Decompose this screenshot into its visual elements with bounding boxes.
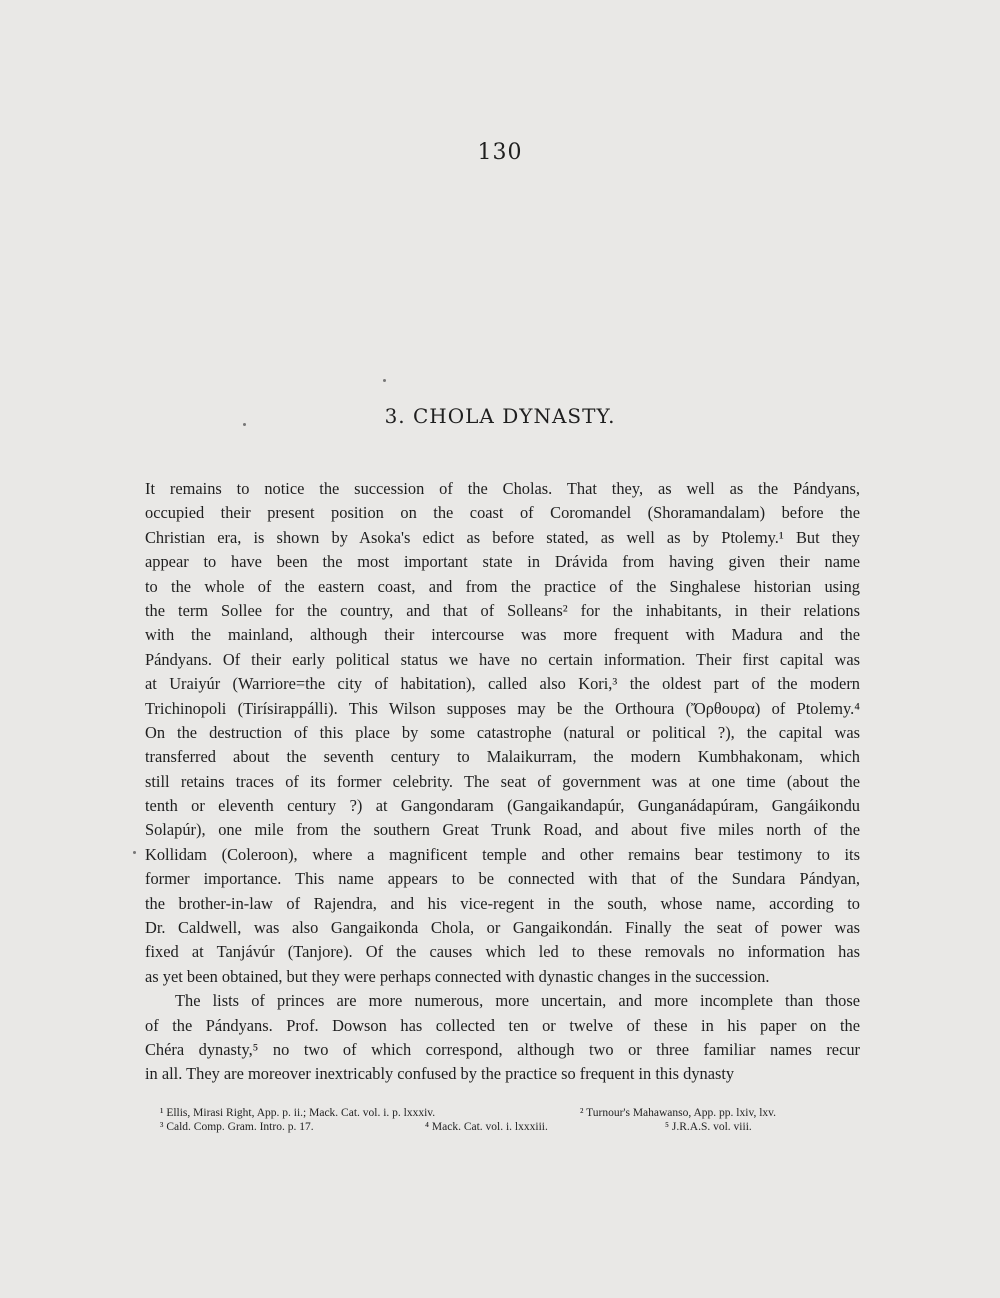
footnote-row [160,1107,850,1121]
text-line: Dr. Caldwell, was also Gangaikonda Chola, or Gangaikondán. Finally the seat of power was [145,918,860,938]
text-line: On the destruction of this place by some catastrophe (natural or political ?), the capital was [145,722,860,742]
text-line: fixed at Tanjávúr (Tanjore). Of the causes which led to these removals no information has [145,942,860,962]
paragraph-2 [145,989,860,1087]
text-line: with the mainland, although their intercourse was more frequent with Madura and the [145,625,860,645]
text-line: Trichinopoli (Tirísirappálli). This Wilson supposes may be the Orthoura (Ὄρθουρα) of Ptolemy.⁴ [145,698,860,718]
text-line: still retains traces of its former celebrity. The seat of government was at one time (about the [145,771,860,791]
chapter-title: 3. CHOLA DYNASTY. [384,404,616,428]
text-line: the term Sollee for the country, and that of Solleans² for the inhabitants, in their relations [145,600,860,620]
text-line: transferred about the seventh century to Malaikurram, the modern Kumbhakonam, which [145,747,860,767]
text-line: as yet been obtained, but they were perhaps connected with dynastic changes in the succession. [145,966,770,986]
text-line: of the Pándyans. Prof. Dowson has collected ten or twelve of these in his paper on the [145,1015,860,1035]
text-line: The lists of princes are more numerous, more uncertain, and more incomplete than those [175,991,860,1011]
page-number: 130 [477,140,523,165]
speck-mark [243,423,246,426]
text-line: Pándyans. Of their early political status we have no certain information. Their first capital was [145,649,860,669]
footnotes [160,1107,850,1134]
text-line: at Uraiyúr (Warriore=the city of habitation), called also Kori,³ the oldest part of the modern [145,674,860,694]
footnote-4: ⁴ Mack. Cat. vol. i. lxxxiii. [425,1120,548,1133]
footnote-1: ¹ Ellis, Mirasi Right, App. p. ii.; Mack. Cat. vol. i. p. lxxxiv. [160,1107,436,1119]
text-line: to the whole of the eastern coast, and from the practice of the Singhalese historian using [145,576,860,596]
text-line: Solapúr), one mile from the southern Great Trunk Road, and about five miles north of the [145,820,860,840]
speck-mark [383,379,386,382]
footnote-5: ⁵ J.R.A.S. vol. viii. [665,1120,752,1133]
text-line: Chéra dynasty,⁵ no two of which correspond, although two or three familiar names recur [145,1039,860,1059]
text-line: tenth or eleventh century ?) at Gangondaram (Gangaikandapúr, Gunganádapúram, Gangáikondu [145,796,860,816]
text-line: former importance. This name appears to be connected with that of the Sundara Pándyan, [145,869,860,889]
speck-mark [133,851,136,854]
text-line: It remains to notice the succession of the Cholas. That they, as well as the Pándyans, [145,479,860,498]
footnote-3: ³ Cald. Comp. Gram. Intro. p. 17. [160,1120,314,1133]
text-line: Kollidam (Coleroon), where a magnificent temple and other remains bear testimony to its [145,844,860,864]
footnote-2: ² Turnour's Mahawanso, App. pp. lxiv, lxv. [580,1107,777,1119]
text-line: appear to have been the most important state in Drávida from having given their name [145,552,860,572]
text-line: the brother-in-law of Rajendra, and his vice-regent in the south, whose name, according to [145,893,860,913]
text-line: occupied their present position on the coast of Coromandel (Shoramandalam) before the [145,503,860,523]
body-text [145,477,860,1087]
footnote-row [160,1121,850,1135]
text-line: Christian era, is shown by Asoka's edict as before stated, as well as by Ptolemy.¹ But they [145,527,860,547]
text-line: in all. They are moreover inextricably confused by the practice so frequent in this dynasty [145,1064,735,1084]
paragraph-1 [145,477,860,989]
